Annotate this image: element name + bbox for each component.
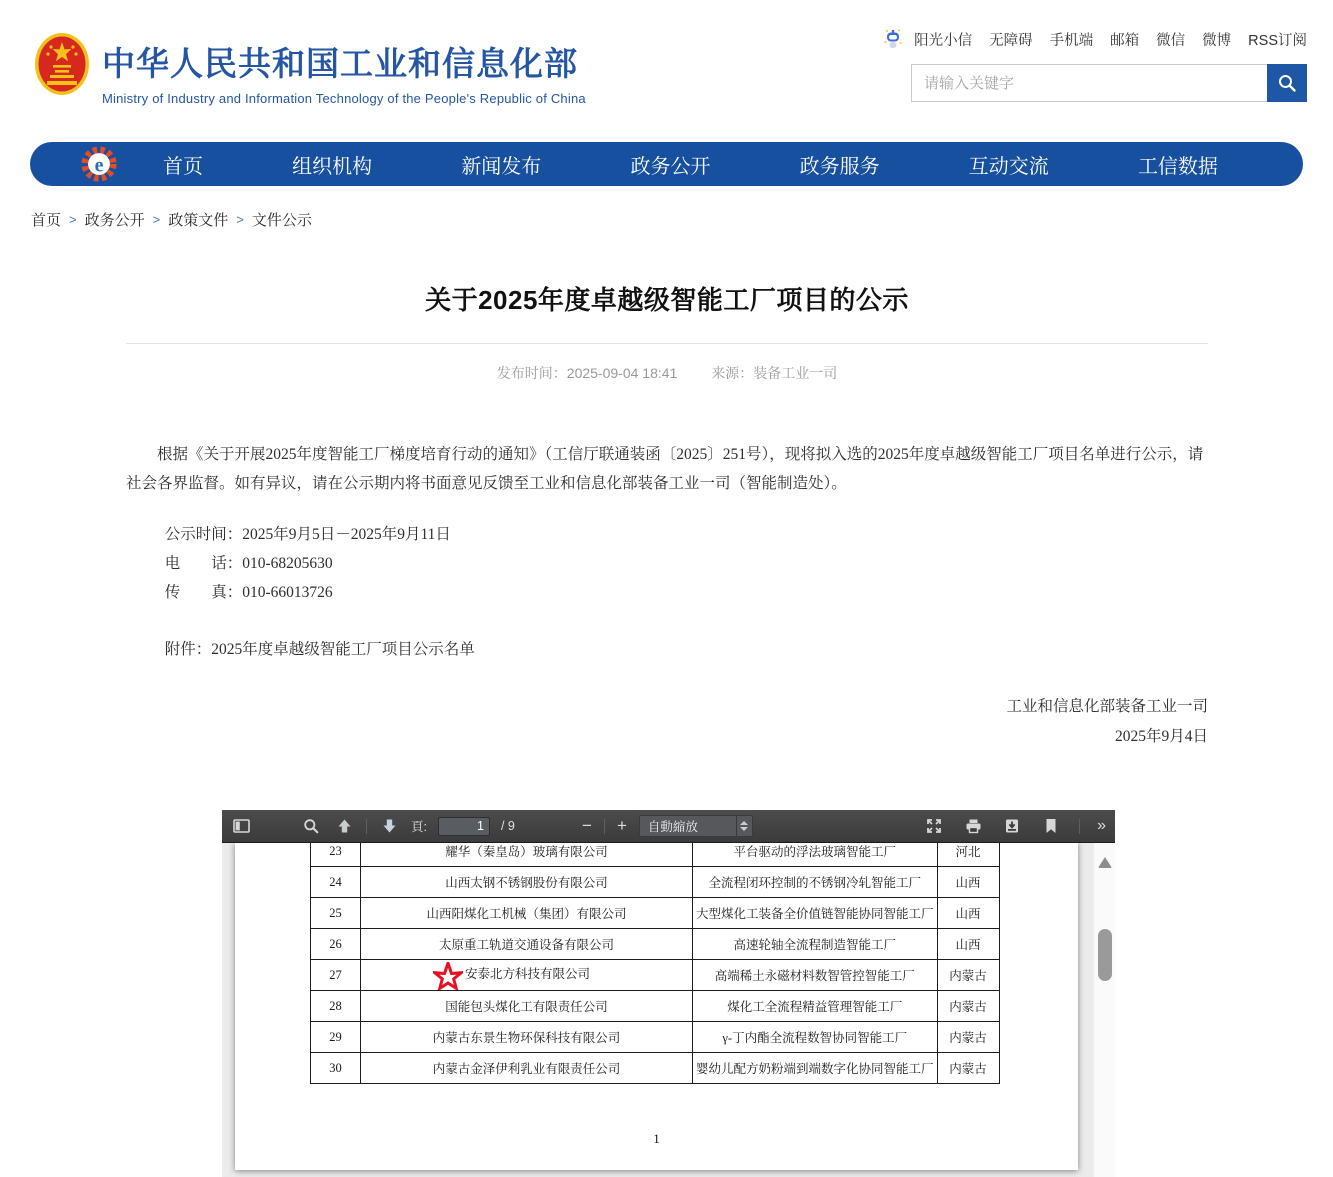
page-up-icon — [337, 818, 352, 834]
scroll-up-icon[interactable] — [1098, 857, 1112, 868]
province-cell: 内蒙古 — [937, 1053, 999, 1084]
table-row-starred — [311, 960, 1000, 991]
page-down-icon — [382, 818, 397, 834]
province-cell: 内蒙古 — [937, 1022, 999, 1053]
print-button[interactable] — [962, 814, 984, 838]
toolbar-divider — [604, 819, 605, 834]
row-number: 26 — [311, 929, 361, 960]
article-info-block — [126, 520, 1208, 607]
zoom-mode-select[interactable] — [639, 815, 753, 837]
nav-item-gov-disclosure[interactable]: 政务公开 — [630, 155, 711, 178]
quick-link-mail[interactable]: 邮箱 — [1110, 32, 1140, 49]
nav-items — [118, 150, 1303, 179]
breadcrumb-separator: > — [152, 212, 161, 227]
breadcrumb-separator: > — [236, 212, 244, 227]
sidebar-toggle-icon — [233, 818, 250, 834]
breadcrumb-home[interactable]: 首页 — [31, 212, 62, 229]
pdf-toolbar-middle — [582, 810, 753, 842]
row-number: 23 — [311, 843, 361, 867]
page-label: 頁: — [411, 820, 427, 834]
nav-item-organization[interactable]: 组织机构 — [292, 155, 373, 178]
search-bar — [911, 64, 1307, 102]
company-cell: 太原重工轨道交通设备有限公司 — [361, 929, 693, 960]
site-subtitle: Ministry of Industry and Information Technology of the People's Republic of China — [102, 91, 586, 106]
page-total: / 9 — [500, 819, 515, 833]
project-table — [310, 843, 1000, 1084]
article-source: 来源：装备工业一司 — [711, 365, 838, 381]
row-number: 30 — [311, 1053, 361, 1084]
company-cell: 山西阳煤化工机械（集团）有限公司 — [361, 898, 693, 929]
article-meta — [126, 363, 1208, 383]
pdf-content — [222, 843, 1115, 1177]
table-row — [311, 1022, 1000, 1053]
title-divider — [126, 343, 1208, 344]
signature-department: 工业和信息化部装备工业一司 — [1006, 698, 1208, 715]
print-icon — [965, 818, 982, 834]
fax-line: 传 真：010-66013726 — [164, 584, 333, 601]
main-nav — [30, 142, 1303, 186]
quick-link-accessibility[interactable]: 无障碍 — [989, 32, 1033, 49]
quick-links — [883, 28, 1307, 50]
company-cell: 内蒙古金泽伊利乳业有限责任公司 — [361, 1053, 693, 1084]
nav-item-home[interactable]: 首页 — [163, 155, 203, 178]
select-arrows-icon — [736, 816, 752, 836]
province-cell: 河北 — [937, 843, 999, 867]
province-cell: 山西 — [937, 867, 999, 898]
pdf-toolbar-left — [230, 810, 515, 842]
quick-link-yangguangxiaoxin[interactable]: 阳光小信 — [914, 32, 973, 49]
site-header — [0, 0, 1333, 130]
quick-link-mobile[interactable]: 手机端 — [1049, 32, 1094, 49]
zoom-mode-value: 自動縮放 — [647, 820, 698, 834]
province-cell: 内蒙古 — [937, 960, 999, 991]
more-tools-button[interactable]: » — [1097, 817, 1105, 834]
search-button[interactable] — [1267, 64, 1307, 102]
pdf-search-button[interactable] — [300, 814, 322, 838]
sidebar-toggle-button[interactable] — [230, 814, 252, 838]
national-emblem — [34, 32, 90, 96]
breadcrumb-policy-docs[interactable]: 政策文件 — [168, 212, 229, 229]
publicity-period-line: 公示时间：2025年9月5日－2025年9月11日 — [164, 526, 451, 543]
pdf-toolbar-right — [923, 810, 1105, 842]
download-icon — [1004, 818, 1020, 834]
table-row — [311, 991, 1000, 1022]
page-up-button[interactable] — [333, 814, 355, 838]
province-cell: 山西 — [937, 898, 999, 929]
province-cell: 山西 — [937, 929, 999, 960]
pdf-page-number: 1 — [653, 1131, 660, 1146]
project-cell: 婴幼儿配方奶粉端到端数字化协同智能工厂 — [693, 1053, 938, 1084]
table-row — [311, 929, 1000, 960]
page-number-input[interactable] — [438, 817, 490, 836]
breadcrumb-doc-publicity[interactable]: 文件公示 — [251, 212, 312, 229]
bookmark-icon — [1045, 818, 1057, 834]
quick-link-rss[interactable]: RSS订阅 — [1248, 32, 1307, 49]
download-button[interactable] — [1001, 814, 1023, 838]
company-name: 安泰北方科技有限公司 — [464, 967, 590, 982]
pdf-viewer — [222, 810, 1115, 1177]
search-icon — [1277, 73, 1297, 93]
gear-e-logo — [80, 145, 118, 183]
search-input[interactable] — [911, 64, 1267, 102]
nav-item-news[interactable]: 新闻发布 — [461, 155, 542, 178]
row-number: 25 — [311, 898, 361, 929]
company-cell: 国能包头煤化工有限责任公司 — [361, 991, 693, 1022]
table-row — [311, 898, 1000, 929]
row-number: 27 — [311, 960, 361, 991]
red-star-icon — [433, 962, 463, 990]
robot-mascot-icon — [883, 28, 903, 50]
phone-line: 电 话：010-68205630 — [164, 555, 333, 572]
table-row — [311, 867, 1000, 898]
article — [126, 280, 1208, 752]
zoom-out-button[interactable]: − — [582, 816, 592, 835]
svg-text:e: e — [94, 154, 104, 177]
pdf-toolbar — [222, 810, 1115, 843]
toolbar-divider — [1079, 819, 1080, 834]
article-paragraph: 根据《关于开展2025年度智能工厂梯度培育行动的通知》（工信厅联通装函〔2025〕251号），现将拟入选的2025年度卓越级智能工厂项目名单进行公示，请社会各界监督。如有异议，请在公示期内将书面意见反馈至工业和信息化部装备工业一司（智能制造处）。 — [126, 446, 1204, 492]
table-row — [311, 1053, 1000, 1084]
nav-item-gov-services[interactable]: 政务服务 — [799, 155, 880, 178]
breadcrumb — [31, 209, 312, 230]
site-title: 中华人民共和国工业和信息化部 — [102, 45, 578, 82]
table-row — [311, 843, 1000, 867]
site-title-block — [102, 38, 586, 106]
fullscreen-icon — [926, 818, 942, 834]
project-cell: 高速轮轴全流程制造智能工厂 — [693, 929, 938, 960]
project-cell: 全流程闭环控制的不锈钢冷轧智能工厂 — [693, 867, 938, 898]
company-cell: 内蒙古东景生物环保科技有限公司 — [361, 1022, 693, 1053]
page-title: 关于2025年度卓越级智能工厂项目的公示 — [425, 285, 909, 315]
scroll-thumb[interactable] — [1098, 929, 1112, 981]
row-number: 28 — [311, 991, 361, 1022]
project-cell: 平台驱动的浮法玻璃智能工厂 — [693, 843, 938, 867]
attachment-link[interactable]: 附件：2025年度卓越级智能工厂项目公示名单 — [164, 641, 475, 658]
signature-block — [126, 692, 1208, 752]
company-cell — [361, 960, 693, 991]
presentation-mode-button[interactable] — [923, 814, 945, 838]
nav-item-interaction[interactable]: 互动交流 — [968, 155, 1049, 178]
toolbar-divider — [366, 819, 367, 834]
pdf-scrollbar[interactable] — [1093, 843, 1115, 1177]
nav-item-miit-data[interactable]: 工信数据 — [1137, 155, 1218, 178]
zoom-in-button[interactable]: + — [616, 816, 627, 835]
breadcrumb-gov-disclosure[interactable]: 政务公开 — [84, 212, 145, 229]
bookmark-button[interactable] — [1040, 814, 1062, 838]
row-number: 24 — [311, 867, 361, 898]
project-cell: 煤化工全流程精益管理智能工厂 — [693, 991, 938, 1022]
breadcrumb-separator: > — [69, 212, 77, 227]
company-cell: 山西太钢不锈钢股份有限公司 — [361, 867, 693, 898]
quick-link-wechat[interactable]: 微信 — [1156, 32, 1186, 49]
row-number: 29 — [311, 1022, 361, 1053]
project-cell: γ-丁内酯全流程数智协同智能工厂 — [693, 1022, 938, 1053]
province-cell: 内蒙古 — [937, 991, 999, 1022]
page-down-button[interactable] — [378, 814, 400, 838]
project-cell: 高端稀土永磁材料数智管控智能工厂 — [693, 960, 938, 991]
signature-date: 2025年9月4日 — [1114, 728, 1208, 745]
publish-time: 发布时间：2025-09-04 18:41 — [496, 365, 678, 381]
project-cell: 大型煤化工装备全价值链智能协同智能工厂 — [693, 898, 938, 929]
search-icon — [303, 818, 319, 834]
quick-link-weibo[interactable]: 微博 — [1202, 32, 1232, 49]
company-cell: 耀华（秦皇岛）玻璃有限公司 — [361, 843, 693, 867]
pdf-page — [235, 843, 1078, 1170]
